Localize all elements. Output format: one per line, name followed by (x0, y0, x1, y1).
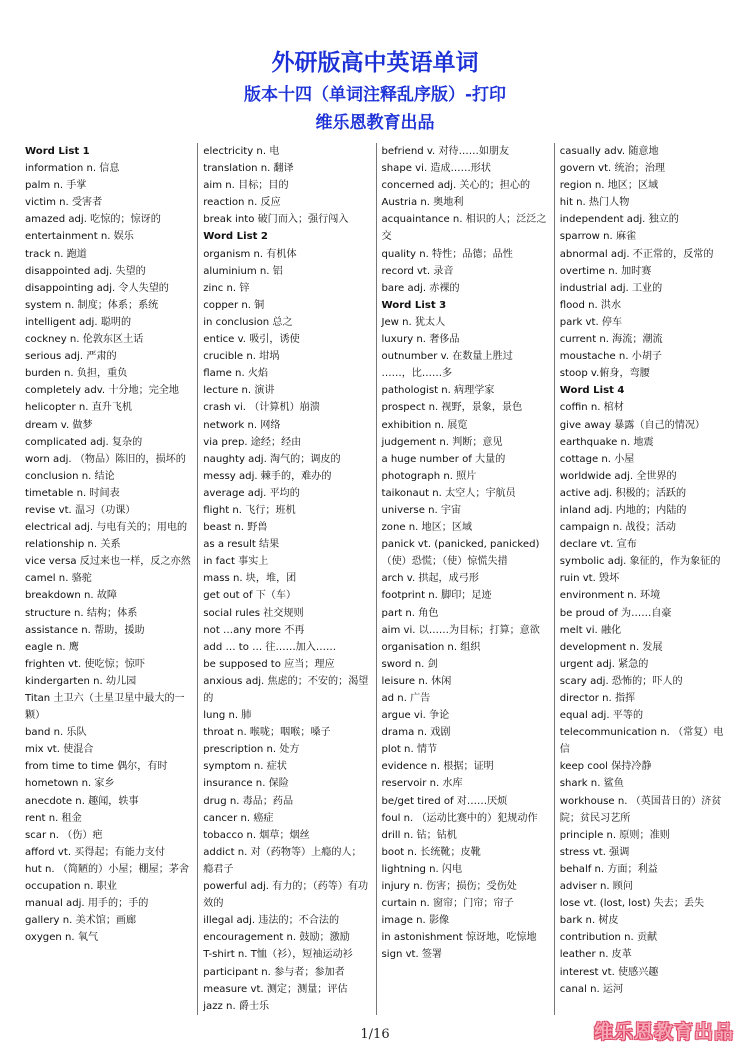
word-entry: sign vt. 签署 (381, 949, 443, 961)
word-entry: entertainment n. 娱乐 (25, 231, 134, 243)
word-entry: be/get tired of 对……厌烦 (381, 795, 508, 807)
word-entry: independent adj. 独立的 (559, 214, 679, 226)
word-entry: hit n. 热门人物 (559, 197, 630, 209)
column-2 (197, 143, 375, 1015)
word-entry: aim vi. 以……为目标；打算；意欲 (381, 624, 540, 636)
word-entry: bare adj. 赤裸的 (381, 282, 460, 294)
page-number: 1/16 (360, 1027, 390, 1042)
word-entry: evidence n. 根据；证明 (381, 761, 494, 773)
word-entry: illegal adj. 违法的；不合法的 (203, 915, 340, 927)
word-entry: scar n. （伤）疤 (25, 829, 103, 841)
word-entry: intelligent adj. 聪明的 (25, 316, 132, 328)
word-entry: break into 破门而入；强行闯入 (203, 214, 349, 226)
word-entry: in conclusion 总之 (203, 316, 293, 328)
word-entry: encouragement n. 鼓励；激励 (203, 932, 350, 944)
word-entry: palm n. 手掌 (25, 180, 87, 192)
word-entry: telecommunication n. （常复）电信 (559, 727, 724, 756)
word-entry: arch v. 拱起，成弓形 (381, 573, 479, 585)
word-entry: anxious adj. 焦虑的；不安的；渴望的 (203, 675, 369, 704)
word-entry: participant n. 参与者；参加者 (203, 966, 345, 978)
word-entry: Jew n. 犹太人 (381, 316, 446, 328)
word-entry: foul n. （运动比赛中的）犯规动作 (381, 812, 538, 824)
word-entry: reservoir n. 水库 (381, 778, 463, 790)
word-entry: concerned adj. 关心的；担心的 (381, 180, 531, 192)
word-entry: disappointed adj. 失望的 (25, 265, 146, 277)
word-entry: shark n. 鲨鱼 (559, 778, 624, 790)
word-entry: govern vt. 统治；治理 (559, 163, 665, 175)
word-entry: pathologist n. 病理学家 (381, 385, 495, 397)
word-entry: outnumber v. 在数量上胜过 (381, 351, 513, 363)
word-entry: burden n. 负担，重负 (25, 368, 128, 380)
word-entry: naughty adj. 淘气的；调皮的 (203, 453, 341, 465)
word-list-heading: Word List 1 (25, 146, 90, 157)
word-entry: industrial adj. 工业的 (559, 282, 663, 294)
word-entry: messy adj. 棘手的，难办的 (203, 470, 332, 482)
word-entry: part n. 角色 (381, 607, 439, 619)
word-entry: boot n. 长统靴；皮靴 (381, 846, 481, 858)
word-entry: aim n. 目标；目的 (203, 180, 289, 192)
word-entry: hometown n. 家乡 (25, 778, 115, 790)
word-list-columns (20, 143, 732, 1015)
word-entry: timetable n. 时间表 (25, 487, 120, 499)
word-entry: casually adv. 随意地 (559, 146, 659, 157)
word-entry: symptom n. 症状 (203, 761, 287, 773)
word-entry: frighten vt. 使吃惊；惊吓 (25, 658, 145, 670)
word-entry: scary adj. 恐怖的；吓人的 (559, 675, 683, 687)
word-entry: cancer n. 癌症 (203, 812, 274, 824)
word-entry: reaction n. 反应 (203, 197, 281, 209)
word-entry: from time to time 偶尔，有时 (25, 761, 168, 773)
word-entry: tobacco n. 烟草；烟丝 (203, 829, 310, 841)
word-entry: zone n. 地区；区域 (381, 522, 473, 534)
word-entry: mix vt. 使混合 (25, 744, 94, 756)
word-entry: social rules 社交规则 (203, 607, 304, 619)
word-entry: structure n. 结构；体系 (25, 607, 138, 619)
word-entry: average adj. 平均的 (203, 487, 300, 499)
word-entry: development n. 发展 (559, 641, 663, 653)
word-entry: luxury n. 奢侈品 (381, 334, 460, 346)
word-entry: Titan 土卫六（土星卫星中最大的一颗） (25, 693, 185, 722)
word-entry: assistance n. 帮助，援助 (25, 624, 145, 636)
word-entry: stress vt. 强调 (559, 846, 630, 858)
word-entry: crucible n. 坩埚 (203, 351, 280, 363)
word-entry: in fact 事实上 (203, 556, 269, 568)
word-entry: translation n. 翻译 (203, 163, 294, 175)
word-entry: ruin vt. 毁坏 (559, 573, 620, 585)
word-entry: organisation n. 组织 (381, 641, 481, 653)
word-entry: band n. 乐队 (25, 727, 87, 739)
word-entry: entice v. 吸引，诱使 (203, 334, 300, 346)
word-entry: eagle n. 鹰 (25, 641, 79, 653)
word-entry: leather n. 皮革 (559, 949, 632, 961)
word-entry: park vt. 停车 (559, 316, 623, 328)
word-entry: principle n. 原则；准则 (559, 829, 670, 841)
word-entry: measure vt. 测定；测量；评估 (203, 983, 348, 995)
column-3 (376, 143, 554, 1015)
word-entry: breakdown n. 故障 (25, 590, 118, 602)
word-entry: abnormal adj. 不正常的，反常的 (559, 248, 714, 260)
word-entry: footprint n. 脚印；足迹 (381, 590, 492, 602)
word-entry: Austria n. 奥地利 (381, 197, 464, 209)
word-entry: lecture n. 演讲 (203, 385, 275, 397)
word-entry: shape vi. 造成……形状 (381, 163, 491, 175)
word-entry: moustache n. 小胡子 (559, 351, 663, 363)
word-entry: be supposed to 应当；理应 (203, 658, 335, 670)
word-entry: insurance n. 保险 (203, 778, 289, 790)
word-entry: stoop v.俯身，弯腰 (559, 368, 650, 380)
word-entry: behalf n. 方面；利益 (559, 863, 658, 875)
word-entry: universe n. 宇宙 (381, 504, 462, 516)
word-entry: image n. 影像 (381, 915, 450, 927)
word-entry: camel n. 骆驼 (25, 573, 92, 585)
word-entry: campaign n. 战役；活动 (559, 522, 677, 534)
word-entry: drug n. 毒品；药品 (203, 795, 294, 807)
word-entry: flame n. 火焰 (203, 368, 269, 380)
word-entry: victim n. 受害者 (25, 197, 103, 209)
document-title: 外研版高中英语单词 (271, 50, 479, 76)
word-entry: complicated adj. 复杂的 (25, 436, 143, 448)
word-entry: quality n. 特性；品德；品性 (381, 248, 513, 260)
word-entry: be proud of 为……自豪 (559, 607, 672, 619)
word-entry: workhouse n. （英国昔日的）济贫院；贫民习艺所 (559, 795, 722, 824)
word-entry: lightning n. 闪电 (381, 863, 463, 875)
word-entry: manual adj. 用手的；手的 (25, 898, 149, 910)
word-entry: network n. 网络 (203, 419, 281, 431)
word-entry: drill n. 钻；钻机 (381, 829, 457, 841)
word-entry: mass n. 块，堆，团 (203, 573, 297, 585)
word-entry: prospect n. 视野，景象，景色 (381, 402, 523, 414)
word-entry: interest vt. 使感兴趣 (559, 966, 659, 978)
word-entry: in astonishment 惊讶地，吃惊地 (381, 932, 537, 944)
word-entry: conclusion n. 结论 (25, 470, 115, 482)
word-entry: copper n. 铜 (203, 299, 265, 311)
word-entry: revise vt. 温习（功课） (25, 504, 136, 516)
word-entry: ……，比……多 (381, 368, 453, 380)
word-entry: director n. 指挥 (559, 693, 636, 704)
word-entry: information n. 信息 (25, 163, 120, 175)
word-entry: amazed adj. 吃惊的；惊讶的 (25, 214, 161, 226)
word-entry: prescription n. 处方 (203, 744, 300, 756)
word-entry: cockney n. 伦敦东区土话 (25, 334, 144, 346)
word-entry: throat n. 喉咙；咽喉；嗓子 (203, 727, 331, 739)
word-entry: melt vi. 融化 (559, 624, 622, 636)
word-entry: rent n. 租金 (25, 812, 82, 824)
word-entry: keep cool 保持冷静 (559, 761, 652, 773)
word-entry: symbolic adj. 象征的，作为象征的 (559, 556, 721, 568)
word-entry: injury n. 伤害；损伤；受伤处 (381, 881, 517, 893)
word-entry: occupation n. 职业 (25, 881, 117, 893)
publisher-watermark: 维乐恩教育出品 (593, 1021, 734, 1043)
word-entry: sword n. 剑 (381, 658, 438, 670)
word-entry: get out of 下（车） (203, 590, 297, 602)
word-entry: contribution n. 贡献 (559, 932, 658, 944)
word-entry: environment n. 环境 (559, 590, 661, 602)
word-entry: bark n. 树皮 (559, 915, 619, 927)
word-entry: region n. 地区；区域 (559, 180, 659, 192)
word-entry: urgent adj. 紧急的 (559, 658, 649, 670)
word-entry: photograph n. 照片 (381, 470, 477, 482)
word-entry: argue vi. 争论 (381, 710, 450, 722)
word-entry: record vt. 录音 (381, 265, 454, 277)
word-entry: judgement n. 判断；意见 (381, 436, 503, 448)
word-entry: via prep. 途经；经由 (203, 436, 302, 448)
word-entry: add … to … 往……加入…… (203, 641, 337, 653)
word-entry: curtain n. 窗帘；门帘；帘子 (381, 898, 514, 910)
word-entry: overtime n. 加时赛 (559, 265, 652, 277)
word-list-heading: Word List 3 (381, 299, 447, 311)
word-list-heading: Word List 4 (559, 385, 625, 397)
word-entry: canal n. 运河 (559, 983, 624, 995)
word-entry: serious adj. 严肃的 (25, 351, 117, 363)
word-entry: inland adj. 内地的；内陆的 (559, 504, 687, 516)
word-entry: worn adj. （物品）陈旧的，损坏的 (25, 453, 186, 465)
word-entry: lose vt. (lost, lost) 失去；丢失 (559, 898, 705, 910)
word-entry: crash vi. （计算机）崩溃 (203, 402, 320, 414)
column-4 (554, 143, 732, 1015)
word-entry: relationship n. 关系 (25, 539, 121, 551)
word-entry: flood n. 洪水 (559, 299, 622, 311)
word-entry: electrical adj. 与电有关的；用电的 (25, 522, 188, 534)
word-entry: a huge number of 大量的 (381, 453, 506, 465)
word-entry: jazz n. 爵士乐 (203, 1000, 270, 1012)
word-entry: cottage n. 小屋 (559, 453, 635, 465)
word-entry: active adj. 积极的；活跃的 (559, 487, 687, 499)
word-entry: current n. 海流；潮流 (559, 334, 663, 346)
word-entry: panick vt. (panicked, panicked)（使）恐慌；（使）惊慌失措 (381, 539, 540, 568)
word-entry: coffin n. 棺材 (559, 402, 624, 414)
word-entry: adviser n. 顾问 (559, 881, 633, 893)
word-entry: powerful adj. 有力的；（药等）有功效的 (203, 881, 369, 910)
column-1 (20, 143, 197, 1015)
word-entry: afford vt. 买得起；有能力支付 (25, 846, 166, 858)
word-entry: disappointing adj. 令人失望的 (25, 282, 169, 294)
word-entry: helicopter n. 直升飞机 (25, 402, 133, 414)
word-entry: ad n. 广告 (381, 693, 431, 704)
word-entry: vice versa 反过来也一样，反之亦然 (25, 556, 191, 568)
word-entry: track n. 跑道 (25, 248, 87, 260)
word-entry: kindergarten n. 幼儿园 (25, 675, 137, 687)
word-entry: beast n. 野兽 (203, 522, 268, 534)
word-entry: anecdote n. 趣闻，轶事 (25, 795, 139, 807)
word-entry: as a result 结果 (203, 539, 280, 551)
word-entry: taikonaut n. 太空人；宇航员 (381, 487, 516, 499)
word-entry: worldwide adj. 全世界的 (559, 470, 677, 482)
word-entry: declare vt. 宣布 (559, 539, 637, 551)
word-entry: system n. 制度；体系；系统 (25, 299, 159, 311)
word-entry: addict n. 对（药物等）上瘾的人；瘾君子 (203, 846, 362, 875)
word-entry: aluminium n. 铝 (203, 265, 283, 277)
word-entry: equal adj. 平等的 (559, 710, 644, 722)
word-entry: sparrow n. 麻雀 (559, 231, 637, 243)
word-entry: earthquake n. 地震 (559, 436, 654, 448)
word-list-heading: Word List 2 (203, 231, 268, 243)
word-entry: exhibition n. 展览 (381, 419, 468, 431)
word-entry: completely adv. 十分地；完全地 (25, 385, 179, 397)
word-entry: flight n. 飞行；班机 (203, 504, 296, 516)
word-entry: T-shirt n. T恤（衫），短袖运动衫 (203, 949, 353, 961)
word-entry: hut n. （简陋的）小屋；棚屋；茅舍 (25, 863, 189, 875)
word-entry: electricity n. 电 (203, 146, 280, 157)
word-entry: plot n. 情节 (381, 744, 438, 756)
word-entry: organism n. 有机体 (203, 248, 297, 260)
word-entry: not …any more 不再 (203, 624, 305, 636)
word-entry: give away 暴露（自己的情况） (559, 419, 706, 431)
word-entry: oxygen n. 氧气 (25, 932, 99, 944)
word-entry: dream v. 做梦 (25, 419, 93, 431)
word-entry: gallery n. 美术馆；画廊 (25, 915, 137, 927)
word-entry: leisure n. 休闲 (381, 675, 452, 687)
word-entry: befriend v. 对待……如朋友 (381, 146, 510, 157)
word-entry: drama n. 戏剧 (381, 727, 451, 739)
word-entry: zinc n. 锌 (203, 282, 250, 294)
document-subtitle: 版本十四（单词注释乱序版）-打印 (243, 85, 507, 105)
word-entry: acquaintance n. 相识的人；泛泛之交 (381, 214, 547, 243)
publisher-line: 维乐恩教育出品 (315, 113, 435, 133)
word-entry: lung n. 肺 (203, 710, 252, 722)
